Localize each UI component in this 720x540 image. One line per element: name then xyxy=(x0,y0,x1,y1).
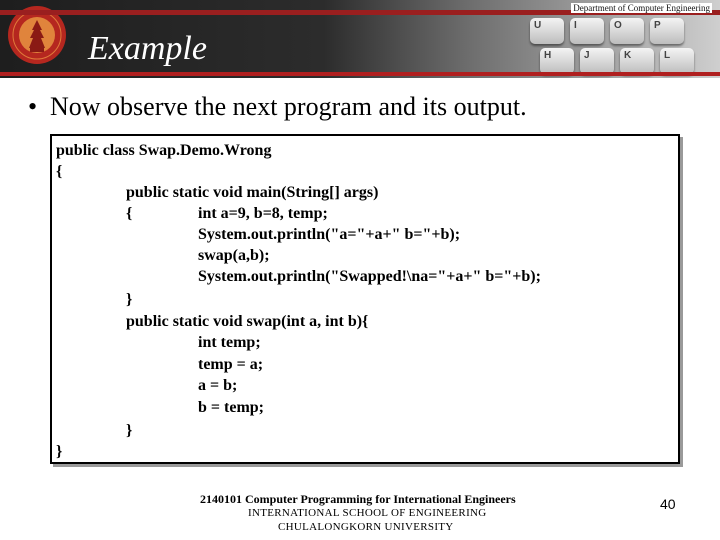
key-k: K xyxy=(620,48,654,74)
code-line: { xyxy=(126,205,133,222)
code-line: swap(a,b); xyxy=(198,247,270,264)
code-line: int temp; xyxy=(198,334,261,351)
key-o: O xyxy=(610,18,644,44)
code-line: public static void swap(int a, int b){ xyxy=(126,313,369,330)
code-line: public static void main(String[] args) xyxy=(126,184,379,201)
key-j: J xyxy=(580,48,614,74)
key-u: U xyxy=(530,18,564,44)
school-name: INTERNATIONAL SCHOOL OF ENGINEERING xyxy=(248,507,487,519)
key-l: L xyxy=(660,48,694,74)
code-line: } xyxy=(126,422,133,439)
code-line: { xyxy=(56,163,63,180)
code-line: System.out.println("Swapped!\na="+a+" b="+b); xyxy=(198,268,541,285)
slide-title: Example xyxy=(88,30,207,67)
key-p: P xyxy=(650,18,684,44)
code-line: public class Swap.Demo.Wrong xyxy=(56,142,272,159)
code-line: System.out.println("a="+a+" b="+b); xyxy=(198,226,461,243)
key-h: H xyxy=(540,48,574,74)
page-number: 40 xyxy=(660,496,676,512)
university-name: CHULALONGKORN UNIVERSITY xyxy=(278,521,454,533)
code-line: b = temp; xyxy=(198,399,264,416)
bullet-point xyxy=(28,92,527,122)
code-line: temp = a; xyxy=(198,356,264,373)
code-line: a = b; xyxy=(198,377,238,394)
slide-footer xyxy=(200,492,520,534)
header-divider xyxy=(0,72,720,76)
code-box xyxy=(50,134,680,464)
code-line: int a=9, b=8, temp; xyxy=(198,205,328,222)
bullet-text: Now observe the next program and its output. xyxy=(50,92,527,121)
course-title: 2140101 Computer Programming for International Engineers xyxy=(200,492,516,506)
code-line: } xyxy=(56,443,63,460)
bullet-dot-icon: • xyxy=(28,92,38,121)
department-label: Department of Computer Engineering xyxy=(573,3,710,13)
key-i: I xyxy=(570,18,604,44)
code-line: } xyxy=(126,291,133,308)
